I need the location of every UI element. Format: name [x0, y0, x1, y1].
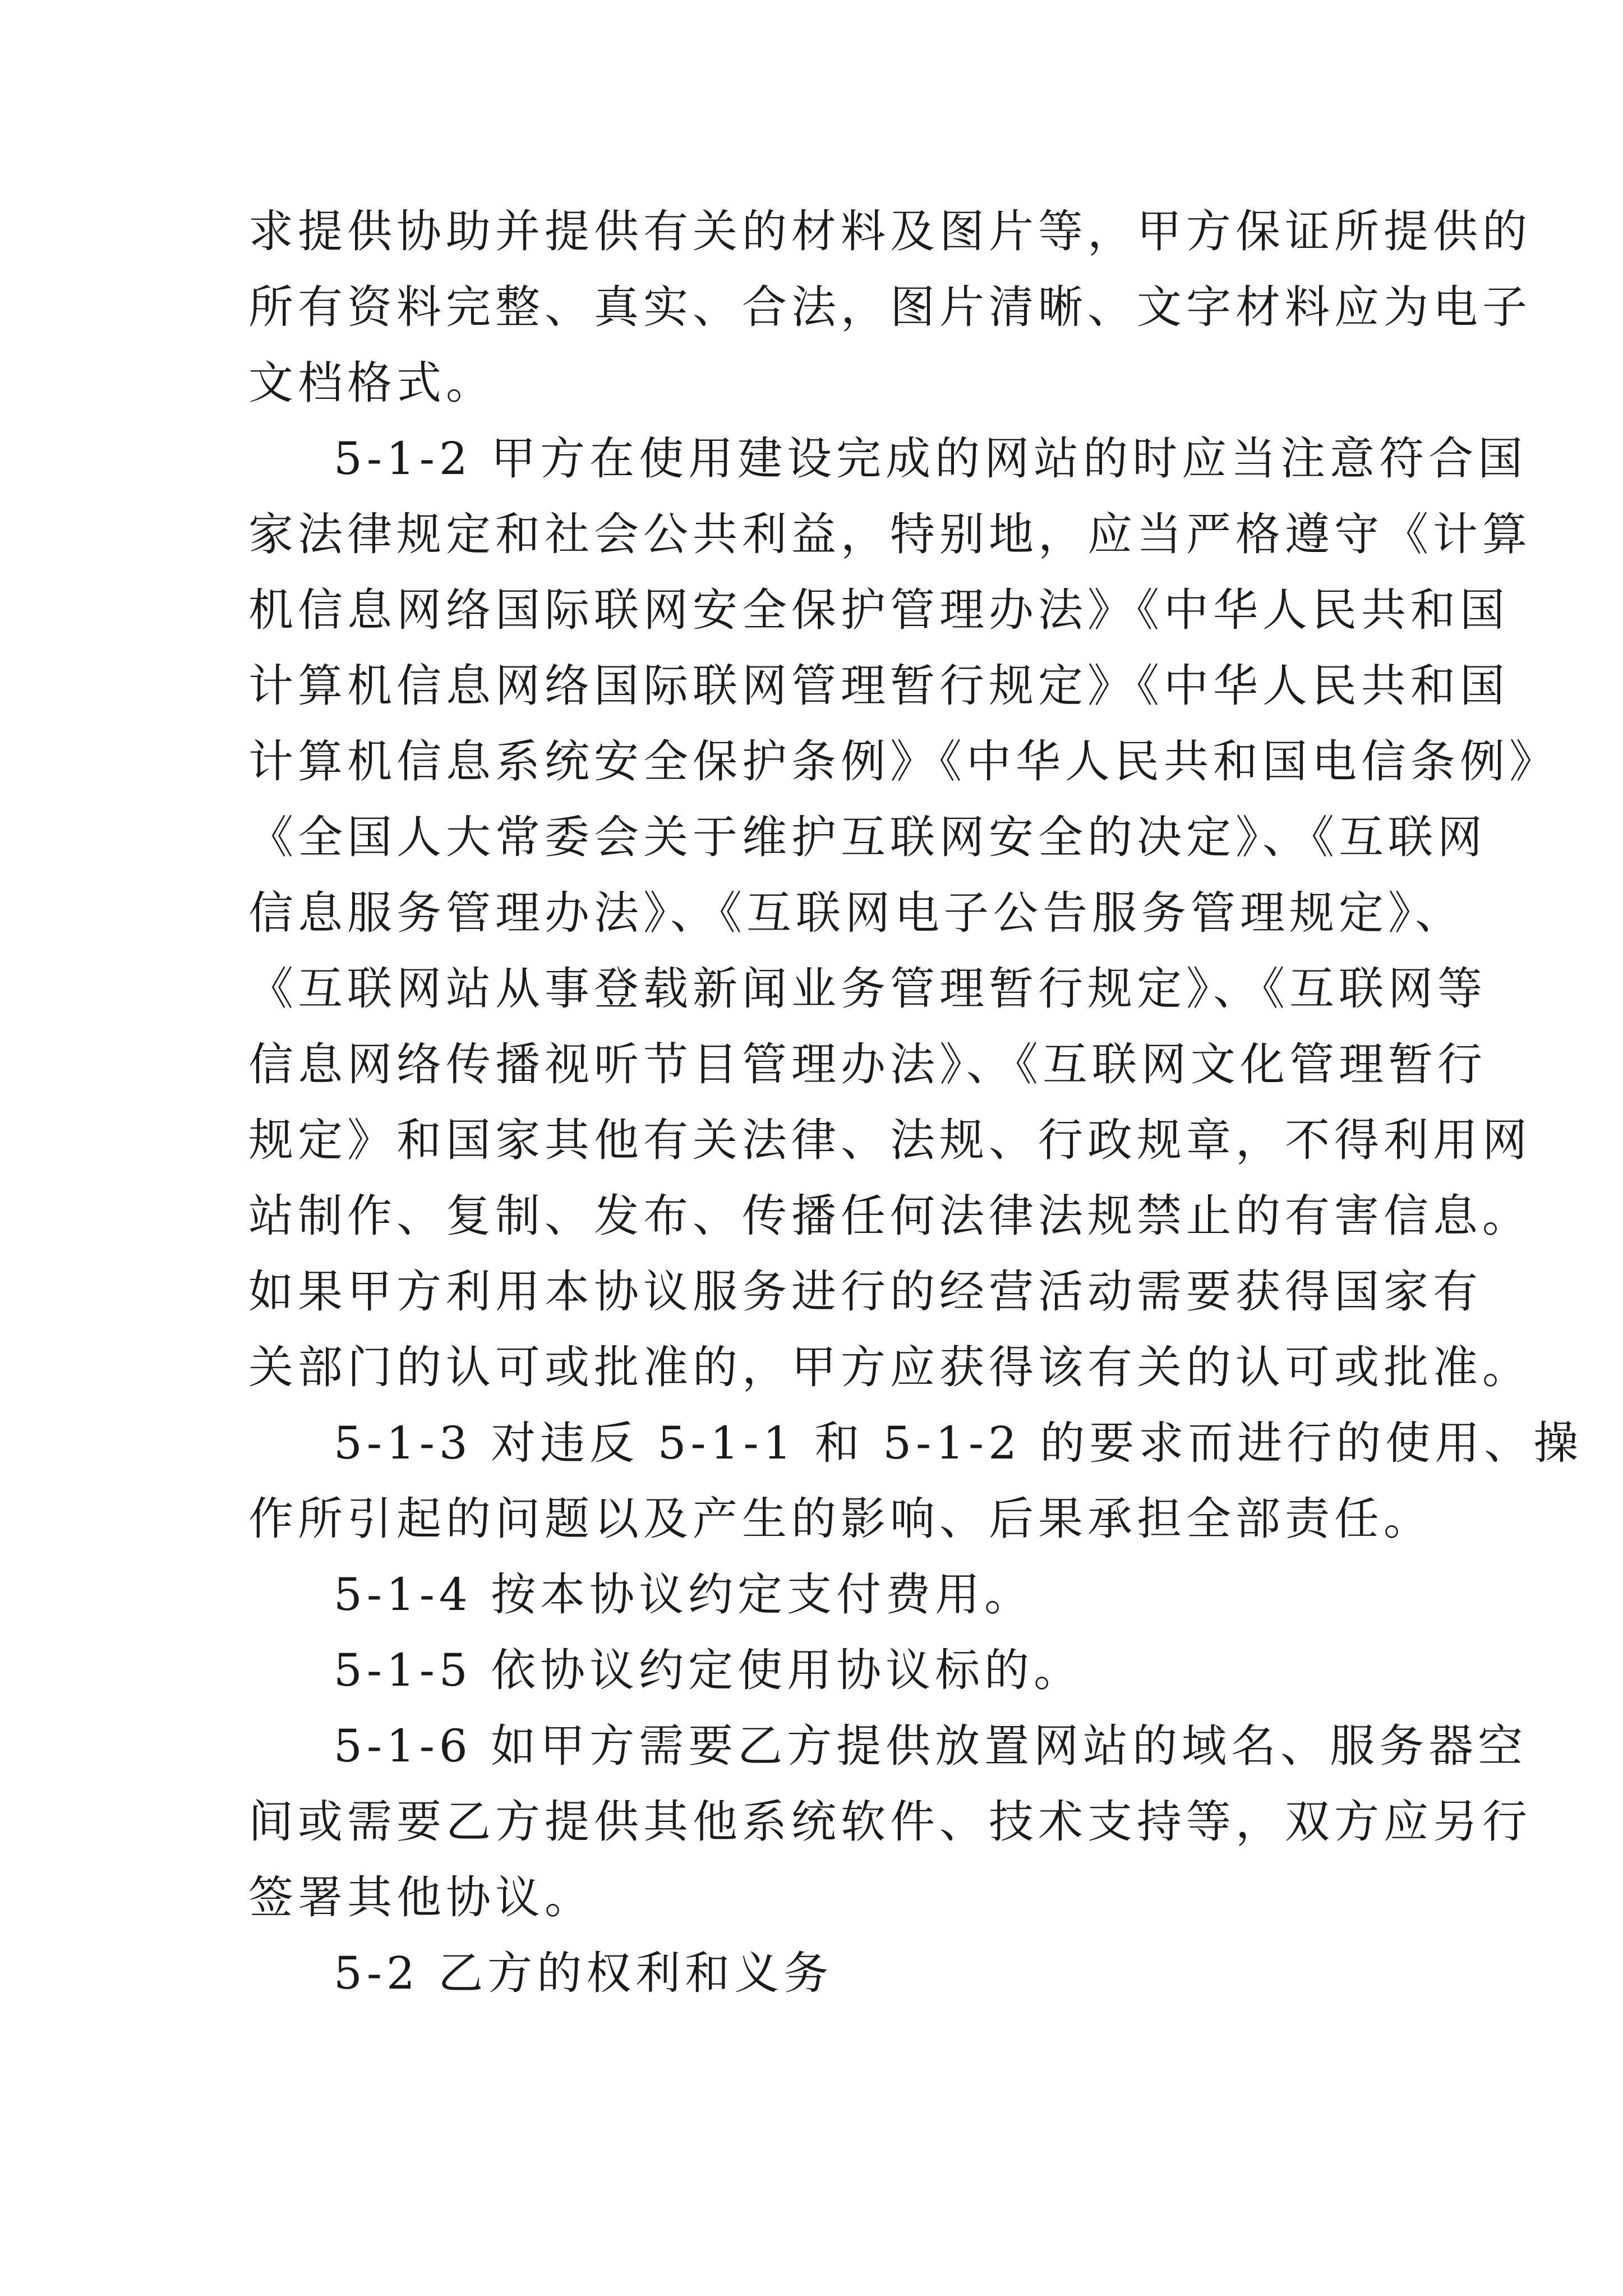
text-line: 计算机信息网络国际联网管理暂行规定》《中华人民共和国 — [248, 660, 1509, 712]
text-line: 所有资料完整、真实、合法，图片清晰、文字材料应为电子 — [248, 281, 1532, 333]
text-line: 5-2 乙方的权利和义务 — [334, 1947, 833, 1999]
text-line: 5-1-2 甲方在使用建设完成的网站的时应当注意符合国 — [334, 432, 1528, 485]
text-line: 5-1-3 对违反 5-1-1 和 5-1-2 的要求而进行的使用、操 — [334, 1417, 1583, 1469]
text-line: 站制作、复制、发布、传播任何法律法规禁止的有害信息。 — [248, 1190, 1532, 1242]
text-line: 5-1-6 如甲方需要乙方提供放置网站的域名、服务器空 — [334, 1720, 1528, 1772]
text-line: 家法律规定和社会公共利益，特别地，应当严格遵守《计算 — [248, 508, 1532, 560]
text-line: 关部门的认可或批准的，甲方应获得该有关的认可或批准。 — [248, 1341, 1532, 1393]
text-line: 信息服务管理办法》、《互联网电子公告服务管理规定》、 — [248, 887, 1464, 939]
text-line: 信息网络传播视听节目管理办法》、《互联网文化管理暂行 — [248, 1038, 1487, 1091]
text-line: 间或需要乙方提供其他系统软件、技术支持等，双方应另行 — [248, 1796, 1532, 1848]
text-line: 计算机信息系统安全保护条例》《中华人民共和国电信条例》 — [248, 735, 1559, 788]
text-line: 签署其他协议。 — [248, 1871, 594, 1924]
text-line: 求提供协助并提供有关的材料及图片等，甲方保证所提供的 — [248, 205, 1532, 257]
text-line: 《全国人大常委会关于维护互联网安全的决定》、《互联网 — [248, 811, 1487, 863]
text-line: 机信息网络国际联网安全保护管理办法》《中华人民共和国 — [248, 584, 1509, 636]
text-line: 文档格式。 — [248, 357, 495, 409]
text-line: 规定》和国家其他有关法律、法规、行政规章，不得利用网 — [248, 1114, 1532, 1166]
text-line: 5-1-5 依协议约定使用协议标的。 — [334, 1644, 1083, 1696]
text-line: 作所引起的问题以及产生的影响、后果承担全部责任。 — [248, 1493, 1433, 1545]
text-line: 《互联网站从事登载新闻业务管理暂行规定》、《互联网等 — [248, 963, 1487, 1015]
text-line: 5-1-4 按本协议约定支付费用。 — [334, 1568, 1034, 1621]
text-line: 如果甲方利用本协议服务进行的经营活动需要获得国家有 — [248, 1266, 1482, 1318]
